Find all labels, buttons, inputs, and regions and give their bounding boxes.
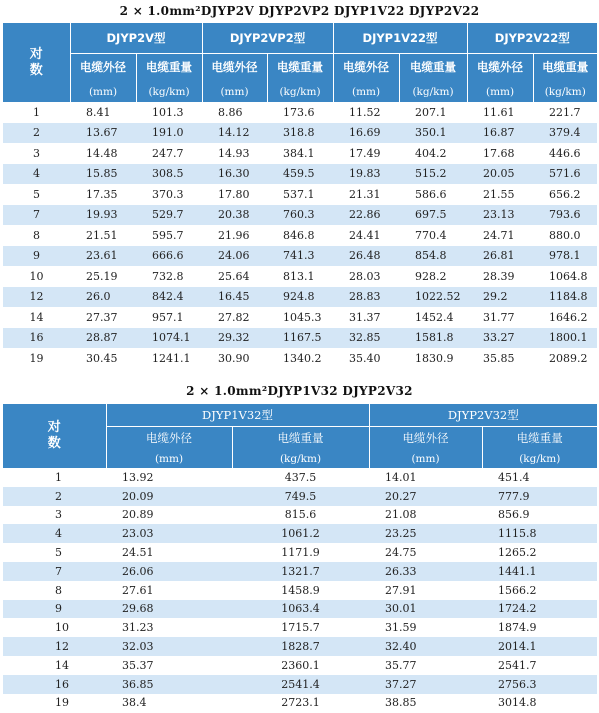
table-row [3,184,597,205]
value-cell: 101.3 [136,102,202,123]
cable-spec-table-2 [3,404,597,712]
value-cell: 31.23 [106,618,232,637]
value-cell: 28.87 [70,328,136,349]
sub-header-diameter: 电缆外径 [70,53,136,81]
value-cell: 308.5 [136,164,202,185]
value-cell: 32.40 [369,637,482,656]
pair-count-cell: 4 [3,164,70,185]
value-cell: 749.5 [232,487,369,506]
value-cell: 1581.8 [399,328,467,349]
value-cell: 11.61 [467,102,533,123]
table-row [3,656,597,675]
value-cell: 31.59 [369,618,482,637]
value-cell: 31.37 [333,307,399,328]
group-header-djyp2v32: DJYP2V32型 [369,404,597,426]
value-cell: 28.03 [333,266,399,287]
value-cell: 30.90 [202,348,267,369]
pair-count-cell: 5 [3,184,70,205]
pair-count-cell: 5 [3,543,106,562]
value-cell: 880.0 [533,225,597,246]
value-cell: 29.32 [202,328,267,349]
group-header-djyp2v: DJYP2V型 [70,23,202,53]
value-cell: 656.2 [533,184,597,205]
value-cell: 1646.2 [533,307,597,328]
value-cell: 221.7 [533,102,597,123]
unit-label: (kg/km) [482,450,597,468]
table-row [3,675,597,694]
value-cell: 247.7 [136,143,202,164]
sub-header-weight: 电缆重量 [267,53,333,81]
value-cell: 1715.7 [232,618,369,637]
value-cell: 22.86 [333,205,399,226]
value-cell: 23.61 [70,246,136,267]
unit-label: (mm) [202,81,267,102]
value-cell: 384.1 [267,143,333,164]
value-cell: 2089.2 [533,348,597,369]
table2-body [3,468,597,712]
value-cell: 16.30 [202,164,267,185]
value-cell: 595.7 [136,225,202,246]
value-cell: 813.1 [267,266,333,287]
pair-count-header: 对 数 [3,404,106,468]
value-cell: 1184.8 [533,287,597,308]
value-cell: 515.2 [399,164,467,185]
value-cell: 1340.2 [267,348,333,369]
pair-count-cell: 14 [3,656,106,675]
value-cell: 2756.3 [482,675,597,694]
value-cell: 8.86 [202,102,267,123]
value-cell: 21.51 [70,225,136,246]
value-cell: 19.83 [333,164,399,185]
pair-count-cell: 10 [3,618,106,637]
value-cell: 2360.1 [232,656,369,675]
table-row [3,562,597,581]
value-cell: 928.2 [399,266,467,287]
table-row [3,123,597,144]
table-row [3,328,597,349]
value-cell: 13.67 [70,123,136,144]
value-cell: 924.8 [267,287,333,308]
value-cell: 666.6 [136,246,202,267]
unit-label: (kg/km) [232,450,369,468]
value-cell: 16.69 [333,123,399,144]
value-cell: 1241.1 [136,348,202,369]
pair-count-cell: 1 [3,468,106,487]
value-cell: 537.1 [267,184,333,205]
value-cell: 14.93 [202,143,267,164]
value-cell: 24.41 [333,225,399,246]
value-cell: 24.75 [369,543,482,562]
value-cell: 30.45 [70,348,136,369]
unit-label: (mm) [70,81,136,102]
pair-count-cell: 4 [3,524,106,543]
table-row [3,637,597,656]
value-cell: 19.93 [70,205,136,226]
table-row [3,205,597,226]
unit-label: (kg/km) [136,81,202,102]
value-cell: 23.25 [369,524,482,543]
table-row [3,524,597,543]
value-cell: 1830.9 [399,348,467,369]
table-row [3,506,597,525]
table-row [3,618,597,637]
value-cell: 25.64 [202,266,267,287]
pair-count-cell: 2 [3,487,106,506]
value-cell: 318.8 [267,123,333,144]
value-cell: 20.89 [106,506,232,525]
value-cell: 14.12 [202,123,267,144]
group-header-djyp1v22: DJYP1V22型 [333,23,467,53]
value-cell: 207.1 [399,102,467,123]
value-cell: 20.09 [106,487,232,506]
table-row [3,348,597,369]
value-cell: 27.37 [70,307,136,328]
value-cell: 17.35 [70,184,136,205]
value-cell: 30.01 [369,600,482,619]
value-cell: 437.5 [232,468,369,487]
value-cell: 36.85 [106,675,232,694]
value-cell: 25.19 [70,266,136,287]
value-cell: 697.5 [399,205,467,226]
value-cell: 1441.1 [482,562,597,581]
value-cell: 846.8 [267,225,333,246]
sub-header-weight: 电缆重量 [399,53,467,81]
value-cell: 32.03 [106,637,232,656]
value-cell: 21.55 [467,184,533,205]
value-cell: 21.96 [202,225,267,246]
value-cell: 35.40 [333,348,399,369]
value-cell: 856.9 [482,506,597,525]
pair-count-cell: 2 [3,123,70,144]
pair-count-cell: 10 [3,266,70,287]
table-row [3,143,597,164]
value-cell: 529.7 [136,205,202,226]
pair-count-cell: 3 [3,506,106,525]
value-cell: 1022.52 [399,287,467,308]
value-cell: 1171.9 [232,543,369,562]
sub-header-weight: 电缆重量 [136,53,202,81]
value-cell: 24.71 [467,225,533,246]
pair-count-cell: 12 [3,287,70,308]
group-header-djyp2v22: DJYP2V22型 [467,23,597,53]
sub-header-diameter: 电缆外径 [106,426,232,450]
value-cell: 24.51 [106,543,232,562]
value-cell: 1874.9 [482,618,597,637]
value-cell: 1115.8 [482,524,597,543]
table-row [3,164,597,185]
value-cell: 3014.8 [482,694,597,713]
value-cell: 17.68 [467,143,533,164]
value-cell: 1566.2 [482,581,597,600]
value-cell: 38.85 [369,694,482,713]
value-cell: 29.2 [467,287,533,308]
value-cell: 14.01 [369,468,482,487]
value-cell: 23.03 [106,524,232,543]
table-row [3,225,597,246]
value-cell: 1265.2 [482,543,597,562]
table-row [3,487,597,506]
value-cell: 1074.1 [136,328,202,349]
value-cell: 29.68 [106,600,232,619]
value-cell: 760.3 [267,205,333,226]
value-cell: 20.27 [369,487,482,506]
value-cell: 1045.3 [267,307,333,328]
value-cell: 24.06 [202,246,267,267]
value-cell: 842.4 [136,287,202,308]
pair-count-cell: 8 [3,581,106,600]
pair-count-cell: 9 [3,246,70,267]
unit-label: (kg/km) [267,81,333,102]
value-cell: 27.91 [369,581,482,600]
pair-count-cell: 8 [3,225,70,246]
table1-title: 2 × 1.0mm²DJYP2V DJYP2VP2 DJYP1V22 DJYP2V22 [119,4,480,18]
value-cell: 27.61 [106,581,232,600]
pair-count-cell: 7 [3,562,106,581]
table-row [3,694,597,713]
table-row [3,266,597,287]
value-cell: 26.06 [106,562,232,581]
table-row [3,543,597,562]
value-cell: 20.38 [202,205,267,226]
table2-title: 2 × 1.0mm²DJYP1V32 DJYP2V32 [186,384,413,398]
unit-label: (mm) [369,450,482,468]
value-cell: 793.6 [533,205,597,226]
value-cell: 26.81 [467,246,533,267]
value-cell: 741.3 [267,246,333,267]
value-cell: 26.33 [369,562,482,581]
table-row [3,246,597,267]
value-cell: 191.0 [136,123,202,144]
value-cell: 31.77 [467,307,533,328]
value-cell: 8.41 [70,102,136,123]
group-header-djyp1v32: DJYP1V32型 [106,404,369,426]
value-cell: 33.27 [467,328,533,349]
value-cell: 957.1 [136,307,202,328]
value-cell: 16.45 [202,287,267,308]
value-cell: 28.39 [467,266,533,287]
unit-label: (kg/km) [399,81,467,102]
value-cell: 17.80 [202,184,267,205]
value-cell: 13.92 [106,468,232,487]
value-cell: 15.85 [70,164,136,185]
pair-count-cell: 16 [3,328,70,349]
value-cell: 35.37 [106,656,232,675]
unit-label: (kg/km) [533,81,597,102]
value-cell: 21.31 [333,184,399,205]
value-cell: 32.85 [333,328,399,349]
pair-count-cell: 14 [3,307,70,328]
value-cell: 17.49 [333,143,399,164]
value-cell: 35.85 [467,348,533,369]
sub-header-weight: 电缆重量 [533,53,597,81]
table-row [3,307,597,328]
value-cell: 1064.8 [533,266,597,287]
pair-count-cell: 9 [3,600,106,619]
value-cell: 38.4 [106,694,232,713]
value-cell: 404.2 [399,143,467,164]
pair-count-cell: 16 [3,675,106,694]
value-cell: 14.48 [70,143,136,164]
value-cell: 26.0 [70,287,136,308]
table-row [3,581,597,600]
value-cell: 27.82 [202,307,267,328]
table-row [3,468,597,487]
pair-count-cell: 1 [3,102,70,123]
group-header-djyp2vp2: DJYP2VP2型 [202,23,333,53]
value-cell: 459.5 [267,164,333,185]
value-cell: 1828.7 [232,637,369,656]
value-cell: 2014.1 [482,637,597,656]
sub-header-diameter: 电缆外径 [369,426,482,450]
unit-label: (mm) [333,81,399,102]
value-cell: 586.6 [399,184,467,205]
value-cell: 1061.2 [232,524,369,543]
value-cell: 2723.1 [232,694,369,713]
value-cell: 1452.4 [399,307,467,328]
value-cell: 732.8 [136,266,202,287]
pair-count-cell: 3 [3,143,70,164]
value-cell: 37.27 [369,675,482,694]
value-cell: 28.83 [333,287,399,308]
unit-label: (mm) [467,81,533,102]
value-cell: 350.1 [399,123,467,144]
pair-count-cell: 19 [3,348,70,369]
pair-count-header: 对 数 [3,23,70,102]
cable-spec-table-1 [3,23,597,369]
value-cell: 35.77 [369,656,482,675]
value-cell: 777.9 [482,487,597,506]
value-cell: 1800.1 [533,328,597,349]
value-cell: 1321.7 [232,562,369,581]
value-cell: 854.8 [399,246,467,267]
value-cell: 1458.9 [232,581,369,600]
sub-header-weight: 电缆重量 [482,426,597,450]
value-cell: 20.05 [467,164,533,185]
value-cell: 1724.2 [482,600,597,619]
value-cell: 173.6 [267,102,333,123]
sub-header-diameter: 电缆外径 [333,53,399,81]
table-row [3,287,597,308]
sub-header-weight: 电缆重量 [232,426,369,450]
sub-header-diameter: 电缆外径 [202,53,267,81]
value-cell: 978.1 [533,246,597,267]
pair-count-cell: 19 [3,694,106,713]
unit-label: (mm) [106,450,232,468]
pair-count-cell: 12 [3,637,106,656]
value-cell: 16.87 [467,123,533,144]
value-cell: 770.4 [399,225,467,246]
value-cell: 1063.4 [232,600,369,619]
value-cell: 1167.5 [267,328,333,349]
value-cell: 2541.7 [482,656,597,675]
value-cell: 26.48 [333,246,399,267]
sub-header-diameter: 电缆外径 [467,53,533,81]
value-cell: 446.6 [533,143,597,164]
table-row [3,102,597,123]
table-row [3,600,597,619]
value-cell: 379.4 [533,123,597,144]
value-cell: 815.6 [232,506,369,525]
value-cell: 571.6 [533,164,597,185]
pair-count-cell: 7 [3,205,70,226]
table1-body [3,102,597,369]
value-cell: 451.4 [482,468,597,487]
value-cell: 21.08 [369,506,482,525]
value-cell: 2541.4 [232,675,369,694]
value-cell: 370.3 [136,184,202,205]
value-cell: 11.52 [333,102,399,123]
value-cell: 23.13 [467,205,533,226]
